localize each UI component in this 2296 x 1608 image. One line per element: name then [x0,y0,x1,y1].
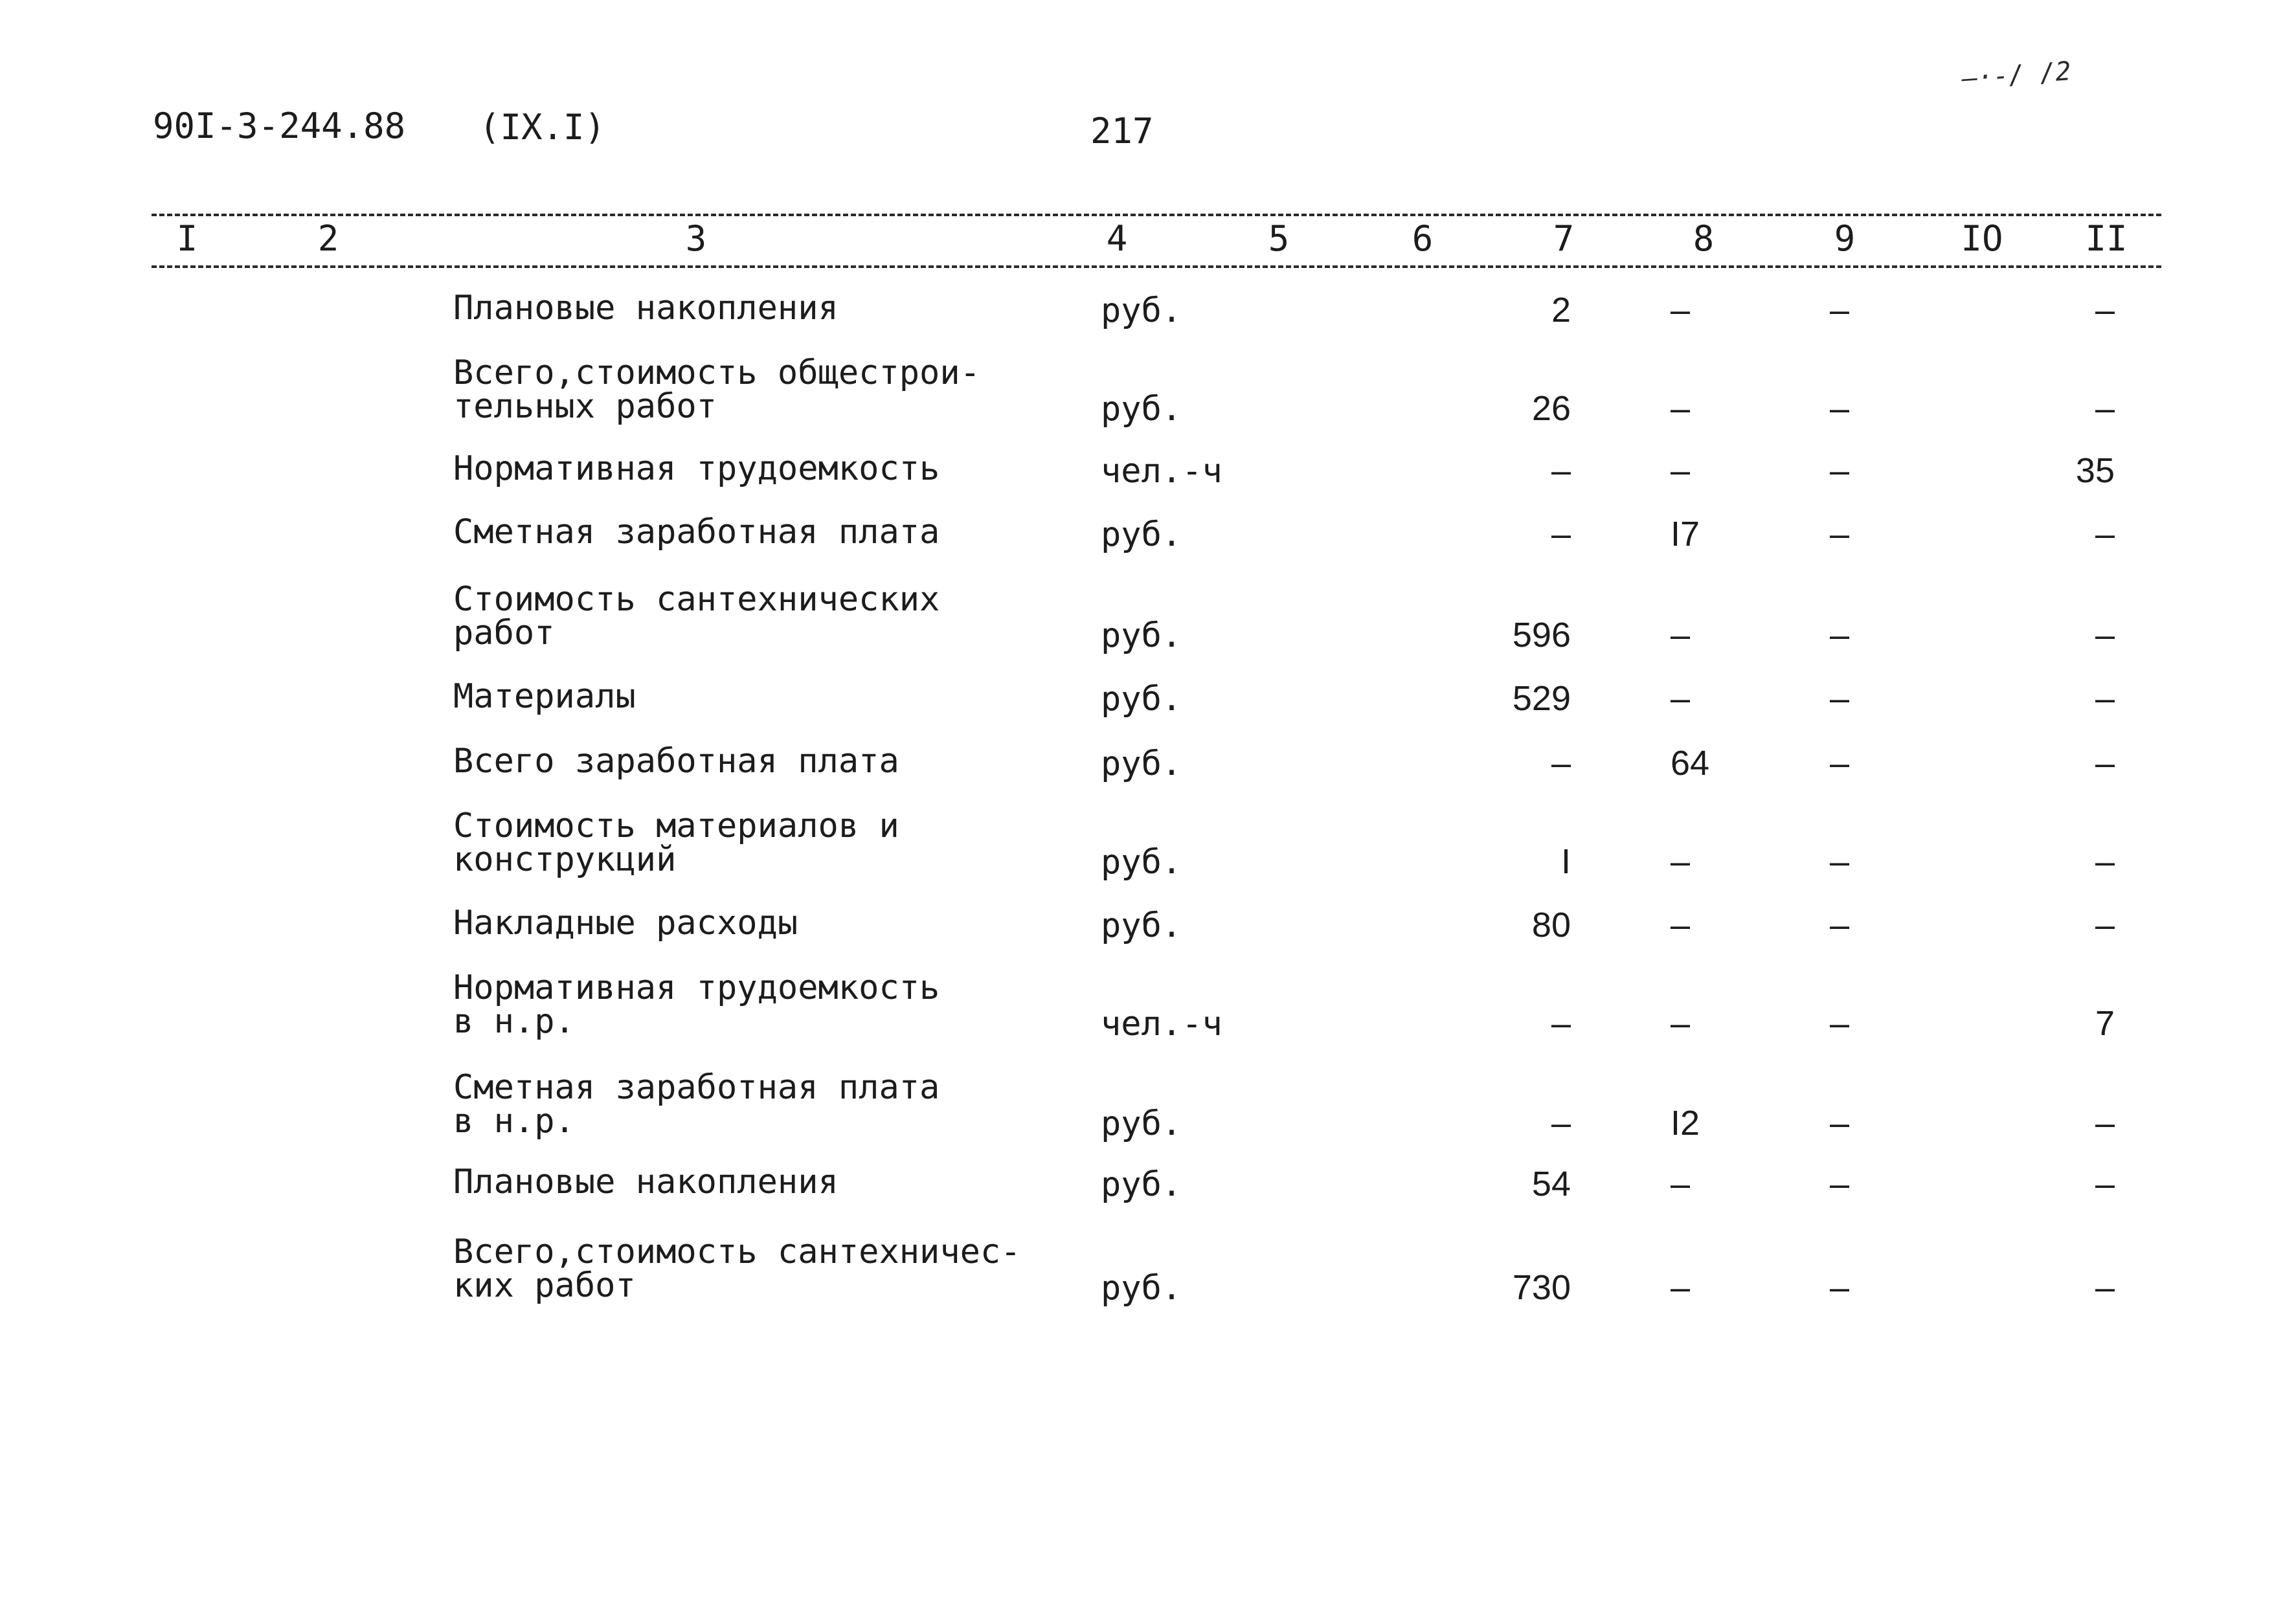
handwritten-corner-mark: —·-/ /2 [1961,56,2072,94]
row-unit: руб. [1101,1165,1182,1204]
row-label: Нормативная трудоемкость [453,449,940,488]
col11-value: – [2095,679,2115,718]
col9-value: – [1830,1165,1850,1203]
column-number: 6 [1391,221,1454,256]
col11-value: – [2095,389,2115,428]
col11-value: – [2095,291,2115,329]
row-unit: руб. [1101,291,1182,330]
col7-value: 26 [1531,389,1571,428]
column-number: 7 [1532,221,1595,256]
col9-value: – [1830,744,1850,783]
col7-value: 730 [1512,1268,1571,1307]
col11-value: – [2095,744,2115,783]
row-unit: руб. [1101,744,1182,783]
row-label: Всего,стоимость сантехничес- ких работ [453,1233,1021,1305]
page-number: 217 [1090,111,1154,151]
col9-value: – [1830,1004,1850,1043]
col7-value: – [1551,1004,1571,1043]
row-label: Всего заработная плата [453,742,899,781]
row-label: Сметная заработная плата в н.р. [453,1068,940,1141]
col8-value: I7 [1671,515,1700,553]
row-unit: руб. [1101,616,1182,655]
col8-value: – [1671,842,1691,881]
col9-value: – [1830,679,1850,718]
col8-value: 64 [1671,744,1710,783]
col7-value: I [1560,842,1571,881]
col11-value: 7 [2095,1004,2115,1043]
column-number: 2 [297,221,360,256]
column-number: IO [1950,221,2014,256]
col11-value: – [2095,515,2115,553]
column-number: 4 [1085,221,1149,256]
col8-value: – [1671,389,1691,428]
col8-value: – [1671,1004,1691,1043]
col11-value: – [2095,842,2115,881]
col9-value: – [1830,906,1850,944]
col9-value: – [1830,515,1850,553]
row-unit: руб. [1101,906,1182,945]
col7-value: 596 [1512,616,1571,654]
col7-value: – [1551,1104,1571,1143]
row-label: Стоимость сантехнических работ [453,580,940,653]
col7-value: 54 [1531,1165,1571,1203]
document-code: 90I-3-244.88 [153,106,406,146]
row-label: Всего,стоимость общестрои- тельных работ [453,353,980,426]
col7-value: – [1551,744,1571,783]
row-label: Плановые накопления [453,289,838,328]
col9-value: – [1830,616,1850,654]
row-unit: руб. [1101,1104,1182,1143]
row-label: Стоимость материалов и конструкций [453,807,899,879]
column-number: II [2075,221,2138,256]
row-unit: руб. [1101,390,1182,429]
col8-value: I2 [1671,1104,1700,1143]
row-unit: чел.-ч [1101,452,1222,491]
col11-value: – [2095,906,2115,944]
row-unit: руб. [1101,515,1182,554]
col8-value: – [1671,616,1691,654]
col9-value: – [1830,1268,1850,1307]
document-section: (IX.I) [479,107,606,148]
col9-value: – [1830,389,1850,428]
col9-value: – [1830,1104,1850,1143]
header-rule-bottom [152,265,2161,268]
col8-value: – [1671,1268,1691,1307]
col7-value: 2 [1551,291,1571,329]
col8-value: – [1671,679,1691,718]
row-unit: чел.-ч [1101,1005,1222,1044]
col9-value: – [1830,291,1850,329]
row-label: Накладные расходы [453,904,798,943]
column-number: 9 [1813,221,1876,256]
row-unit: руб. [1101,843,1182,882]
row-unit: руб. [1101,680,1182,719]
col11-value: – [2095,616,2115,654]
col8-value: – [1671,451,1691,490]
col11-value: – [2095,1104,2115,1143]
col7-value: – [1551,515,1571,553]
col8-value: – [1671,906,1691,944]
col7-value: – [1551,451,1571,490]
row-label: Сметная заработная плата [453,513,940,552]
col11-value: 35 [2075,451,2115,490]
row-label: Материалы [453,677,636,716]
col7-value: 529 [1512,679,1571,718]
column-number: 8 [1672,221,1735,256]
row-label: Нормативная трудоемкость в н.р. [453,968,940,1041]
row-label: Плановые накопления [453,1163,838,1201]
row-unit: руб. [1101,1269,1182,1308]
col7-value: 80 [1531,906,1571,944]
column-number: 5 [1247,221,1311,256]
column-number: I [155,221,219,256]
header-rule-top [152,214,2161,216]
col11-value: – [2095,1165,2115,1203]
col8-value: – [1671,1165,1691,1203]
col9-value: – [1830,842,1850,881]
col8-value: – [1671,291,1691,329]
col11-value: – [2095,1268,2115,1307]
column-number: 3 [664,221,728,256]
col9-value: – [1830,451,1850,490]
